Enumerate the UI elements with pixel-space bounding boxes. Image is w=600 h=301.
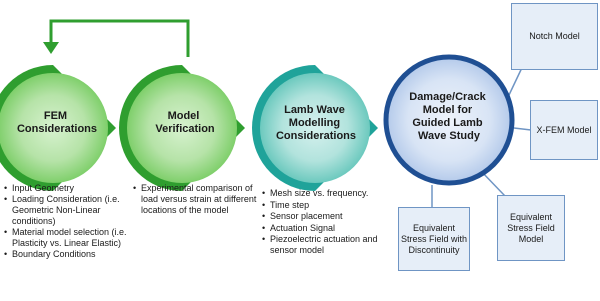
list-item: • Boundary Conditions bbox=[4, 249, 130, 260]
feedback-arrow bbox=[51, 21, 188, 57]
stage-lamb bbox=[252, 65, 378, 191]
list-item: • Piezoelectric actuation and sensor model bbox=[262, 234, 380, 256]
stage-damage-title-2: Model for bbox=[422, 104, 473, 116]
lamb-bullet-list bbox=[262, 188, 380, 257]
stage-damage bbox=[386, 57, 512, 183]
list-item: • Time step bbox=[262, 200, 380, 211]
list-item: • Loading Consideration (i.e. Geometric Non-Linear conditions) bbox=[4, 194, 130, 227]
callout-discontinuity-label: Equivalent Stress Field with Discontinuity bbox=[400, 222, 468, 255]
callout-notch-model bbox=[511, 3, 598, 70]
svg-text:Damage/Crack Model for bbox=[409, 91, 489, 142]
callout-xfem-label: X-FEM Model bbox=[536, 124, 592, 135]
list-item: • Mesh size vs. frequency. bbox=[262, 188, 380, 199]
list-item: • Actuation Signal bbox=[262, 223, 380, 234]
callout-notch-label: Notch Model bbox=[529, 31, 580, 41]
stage-damage-title-3: Guided Lamb bbox=[412, 117, 483, 129]
stage-lamb-title-1: Lamb Wave bbox=[284, 104, 345, 116]
stage-verification bbox=[119, 65, 245, 191]
list-item: • Experimental comparison of load versus strain at different locations of the model bbox=[133, 183, 259, 216]
fem-bullet-list bbox=[4, 183, 130, 260]
feedback-arrowhead bbox=[43, 42, 59, 54]
stage-fem bbox=[0, 65, 116, 191]
stage-lamb-title-2: Modelling bbox=[288, 117, 341, 129]
list-item: • Input Geometry bbox=[4, 183, 130, 194]
stage-lamb-title-3: Considerations bbox=[275, 130, 357, 142]
verification-bullet-list bbox=[133, 183, 259, 216]
callout-equivalent-stress-field-model bbox=[497, 195, 565, 261]
list-item: • Material model selection (i.e. Plasticity vs. Linear Elastic) bbox=[4, 227, 130, 249]
stage-fem-title-1: FEM bbox=[43, 110, 68, 122]
callout-stress-field-discontinuity bbox=[398, 207, 470, 271]
stage-damage-title-4: Wave Study bbox=[418, 130, 480, 142]
list-item: • Sensor placement bbox=[262, 211, 380, 222]
stage-damage-title-1: Damage/Crack bbox=[409, 91, 486, 103]
callout-equivalent-label: Equivalent Stress Field Model bbox=[507, 211, 555, 244]
stage-verification-title-2: Verification bbox=[155, 123, 215, 135]
stage-fem-title-2: Considerations bbox=[16, 123, 98, 135]
stage-verification-title-1: Model bbox=[167, 110, 200, 122]
callout-xfem-model bbox=[530, 100, 598, 160]
